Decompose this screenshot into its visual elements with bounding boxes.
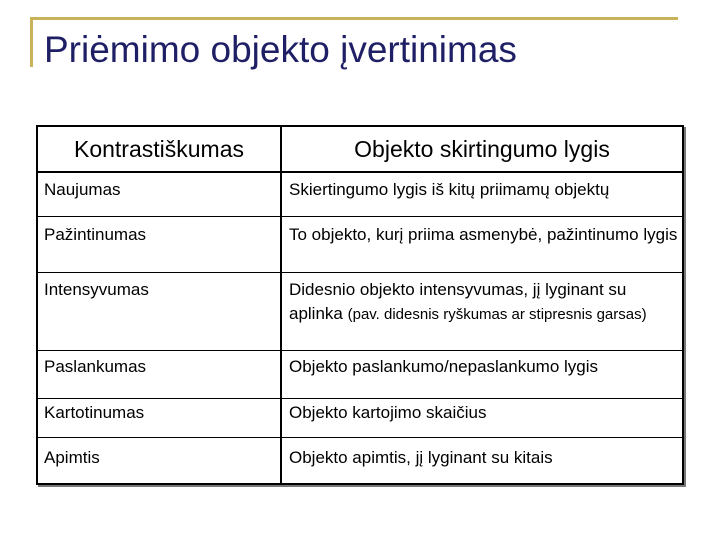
row-description: Skiertingumo lygis iš kitų priimamų objektų — [289, 180, 610, 199]
row-note: (pav. didesnis ryškumas ar stipresnis garsas) — [347, 306, 647, 323]
row-divider — [38, 216, 682, 217]
column-divider — [280, 127, 282, 483]
row-divider — [38, 437, 682, 438]
decorative-frame-left — [30, 17, 33, 67]
row-divider — [38, 350, 682, 351]
header-difference-level: Objekto skirtingumo lygis — [354, 136, 610, 162]
row-divider — [38, 398, 682, 399]
header-contrast: Kontrastiškumas — [73, 136, 244, 162]
row-description: Objekto apimtis, jį lyginant su kitais — [289, 448, 553, 467]
row-description: To objekto, kurį priima asmenybė, pažintinumo lygis — [289, 225, 678, 244]
row-description: Didesnio objekto intensyvumas, jį lyginant su aplinka — [289, 280, 627, 323]
row-term: Intensyvumas — [44, 280, 149, 299]
header-divider — [38, 171, 682, 173]
page-title: Priėmimo objekto įvertinimas — [44, 29, 517, 70]
row-term: Apimtis — [44, 448, 100, 467]
row-term: Naujumas — [44, 180, 121, 199]
decorative-frame-top — [30, 17, 678, 20]
comparison-table — [36, 125, 684, 485]
row-description-intensity — [289, 278, 679, 327]
row-term: Pažintinumas — [44, 225, 147, 244]
row-term: Paslankumas — [44, 357, 147, 376]
row-divider — [38, 272, 682, 273]
row-description: Objekto kartojimo skaičius — [289, 403, 487, 422]
row-description: Objekto paslankumo/nepaslankumo lygis — [289, 357, 599, 376]
row-term: Kartotinumas — [44, 403, 145, 422]
